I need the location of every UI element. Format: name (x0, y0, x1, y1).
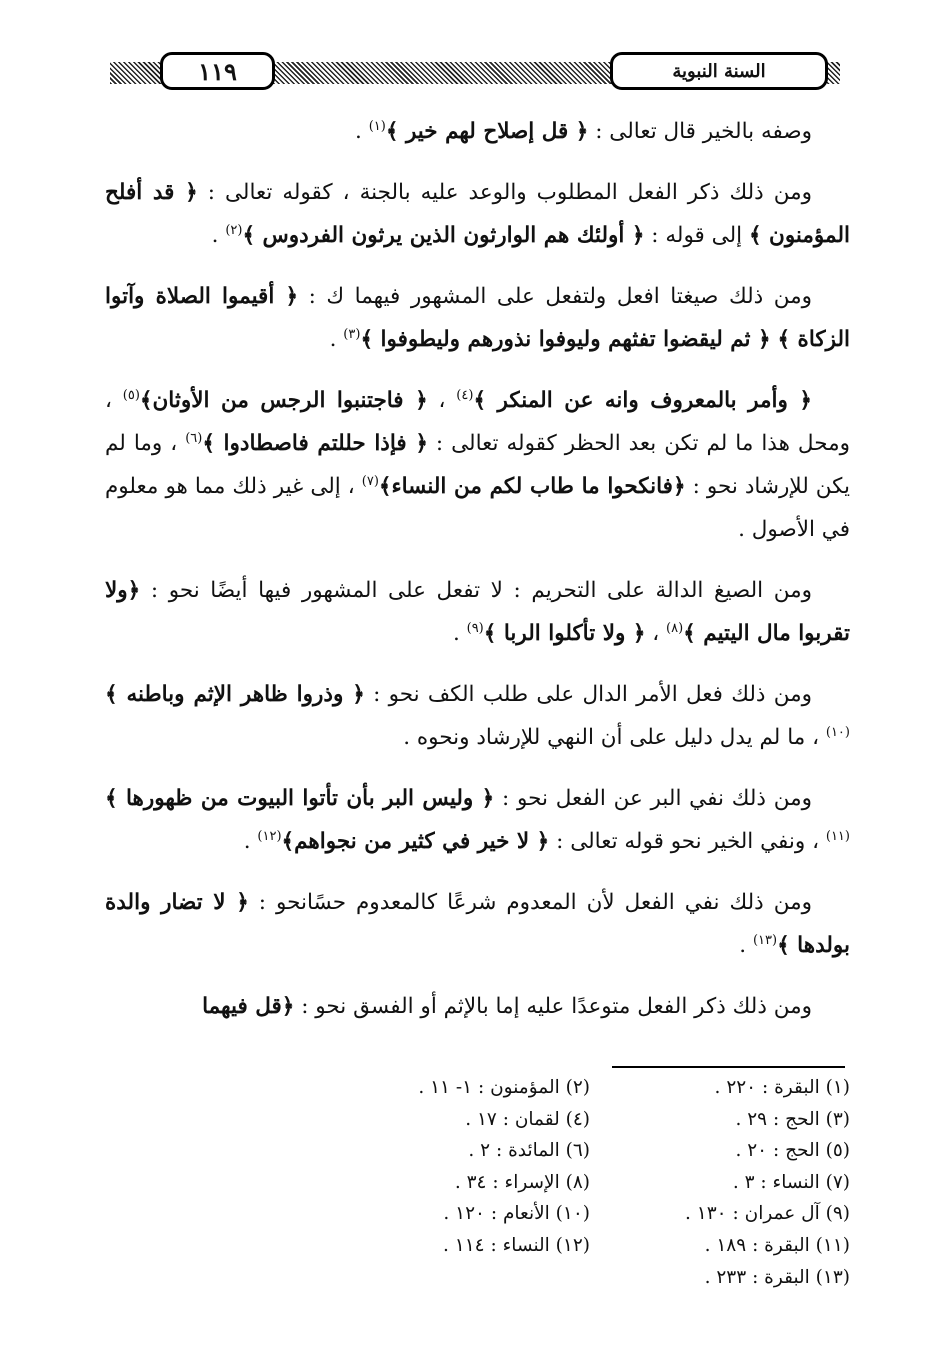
footnote-item (330, 1262, 590, 1294)
footnote-row (330, 1135, 850, 1167)
quran-quote: ﴿ فإذا حللتم فاصطادوا ﴾ (202, 431, 428, 456)
paragraph (105, 379, 850, 551)
footnote-ref: (٢) (225, 222, 243, 238)
footnote-item: (١٢) النساء : ١١٤ . (443, 1234, 590, 1256)
paragraph-text: . (211, 223, 226, 248)
body-text (105, 110, 850, 1046)
paragraph-text: ، (645, 621, 667, 646)
paragraph-text: ، (427, 388, 457, 413)
quran-quote: ﴿قل فيهما (202, 994, 295, 1019)
paragraph-text: إلى قوله : (644, 223, 749, 248)
paragraph-text: . (452, 621, 467, 646)
quran-quote: ﴿ قد أفلح المؤمنون ﴾ (105, 180, 850, 248)
paragraph-text: ، ومحل هذا ما لم تكن بعد الحظر كقوله تعالى : (105, 388, 850, 456)
footnote-item: (٢) المؤمنون : ١- ١١ . (418, 1077, 590, 1098)
paragraph (105, 985, 850, 1028)
paragraph-text: وصفه بالخير قال تعالى : (588, 119, 812, 144)
quran-quote: ﴿ وذروا ظاهر الإثم وباطنه ﴾ (105, 682, 365, 707)
paragraph (105, 110, 850, 153)
footnote-row (330, 1262, 850, 1294)
quran-quote: ﴿ وليس البر بأن تأتوا البيوت من ظهورها ﴾ (105, 786, 495, 811)
footnote-ref: (١١) (825, 828, 850, 844)
paragraph (105, 881, 850, 967)
running-title: السنة النبوية (610, 52, 828, 90)
footnote-ref: (١٠) (825, 724, 850, 740)
footnote-item: (٤) لقمان : ١٧ . (465, 1108, 590, 1130)
footnote-row (330, 1104, 850, 1136)
paragraph (105, 673, 850, 759)
paragraph-text: ، إلى غير ذلك مما هو معلوم في الأصول . (105, 474, 850, 542)
footnote-separator (612, 1066, 845, 1068)
footnote-item: (٦) المائدة : ٢ . (468, 1140, 590, 1162)
quran-quote: ﴿ولا تقربوا مال اليتيم ﴾ (105, 578, 850, 646)
footnote-ref: (٦) (185, 430, 203, 446)
paragraph-text: . (243, 829, 258, 854)
quran-quote: ﴿ فاجتنبوا الرجس من الأوثان﴾ (139, 388, 428, 413)
paragraph-text: . (355, 119, 369, 144)
footnote-item: (٣) الحج : ٢٩ . (735, 1108, 850, 1130)
quran-quote: ﴿ أولئك هم الوارثون الذين يرثون الفردوس ﴾ (242, 223, 645, 248)
paragraph-text: ، وما لم يكن للإرشاد نحو : (105, 431, 850, 499)
paragraph-text: ومن ذلك ذكر الفعل متوعدًا عليه إما بالإثم أو الفسق نحو : (294, 994, 812, 1019)
paragraph-text: ومن ذلك ذكر الفعل المطلوب والوعد عليه بالجنة ، كقوله تعالى : (197, 180, 812, 205)
footnote-item: (١٣) البقرة : ٢٣٣ . (704, 1266, 850, 1288)
paragraph-text: ومن ذلك نفي الفعل لأن المعدوم شرعًا كالمعدوم حسًانحو : (248, 890, 812, 915)
footnote-ref: (١٢) (257, 828, 282, 844)
paragraph-text: ومن ذلك فعل الأمر الدال على طلب الكف نحو : (364, 682, 812, 707)
quran-quote: ﴿ ولا تأكلوا الربا ﴾ (483, 621, 646, 646)
quran-quote: ﴿ ثم ليقضوا تفثهم وليوفوا نذورهم وليطوفوا ﴾ (360, 327, 771, 352)
footnote-ref: (٤) (456, 387, 474, 403)
footnote-ref: (٥) (122, 387, 140, 403)
paragraph-text: ومن ذلك نفي البر عن الفعل نحو : (494, 786, 812, 811)
footnote-ref: (١) (368, 118, 386, 134)
quran-quote: ﴿فانكحوا ما طاب لكم من النساء﴾ (378, 474, 686, 499)
footnote-item: (١١) البقرة : ١٨٩ . (704, 1234, 850, 1256)
paragraph-text: . (329, 327, 344, 352)
quran-quote: ﴿ لا تضار والدة بولدها ﴾ (105, 890, 850, 958)
paragraph (105, 777, 850, 863)
footnotes (330, 1072, 850, 1293)
footnote-ref: (٧) (361, 473, 379, 489)
paragraph (105, 171, 850, 257)
paragraph-text: ، ونفي الخير نحو قوله تعالى : (549, 829, 826, 854)
page-number: ١١٩ (160, 52, 275, 90)
paragraph (105, 275, 850, 361)
footnote-row (330, 1230, 850, 1262)
footnote-ref: (١٣) (752, 932, 778, 948)
footnote-row (330, 1198, 850, 1230)
page-header (110, 52, 840, 92)
quran-quote: ﴿ قل إصلاح لهم خير ﴾ (385, 119, 589, 144)
footnote-item: (١٠) الأنعام : ١٢٠ . (443, 1203, 590, 1225)
quran-quote: ﴿ وأمر بالمعروف وانه عن المنكر ﴾ (473, 388, 812, 413)
paragraph-text: ، ما لم يدل دليل على أن النهي للإرشاد ونحوه . (403, 725, 826, 750)
footnote-row (330, 1167, 850, 1199)
paragraph (105, 569, 850, 655)
footnote-item: (١) البقرة : ٢٢٠ . (714, 1077, 850, 1098)
footnote-row (330, 1072, 850, 1104)
footnote-item: (٩) آل عمران : ١٣٠ . (685, 1203, 850, 1225)
quran-quote: ﴿ أقيموا الصلاة وآتوا الزكاة ﴾ (105, 284, 850, 352)
paragraph-text: . (739, 933, 753, 958)
paragraph-text: ومن الصيغ الدالة على التحريم : لا تفعل على المشهور فيها أيضًا نحو : (140, 578, 812, 603)
footnote-item: (٥) الحج : ٢٠ . (735, 1140, 850, 1162)
footnote-item: (٨) الإسراء : ٣٤ . (454, 1171, 590, 1193)
quran-quote: ﴿ لا خير في كثير من نجواهم﴾ (281, 829, 550, 854)
footnote-ref: (٨) (666, 620, 684, 636)
paragraph-text: ومن ذلك صيغتا افعل ولتفعل على المشهور فيهما ك : (298, 284, 812, 309)
footnote-item: (٧) النساء : ٣ . (732, 1171, 850, 1193)
footnote-ref: (٩) (466, 620, 484, 636)
footnote-ref: (٣) (343, 326, 361, 342)
